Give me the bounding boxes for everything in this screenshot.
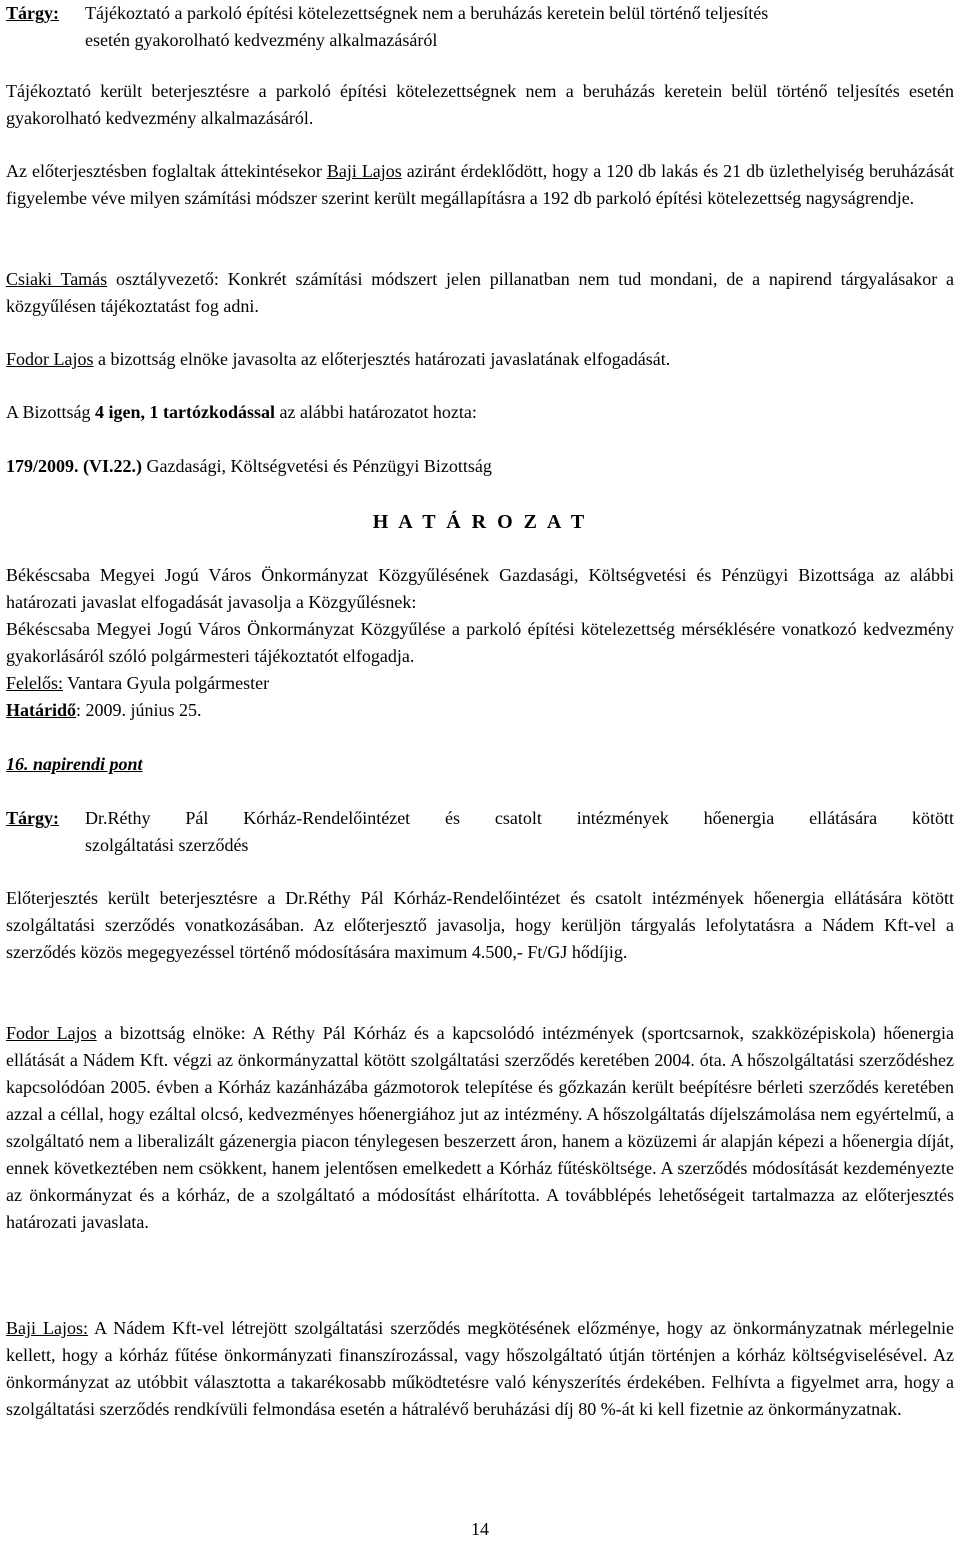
speaker-name: Baji Lajos	[326, 161, 402, 181]
subject-line-2: esetén gyakorolható kedvezmény alkalmazásáról	[85, 30, 438, 50]
text-run: a bizottság elnöke: A Réthy Pál Kórház és a kapcsolódó intézmények (sportcsarnok, szakközépiskola) hőenergia ellátását a Nádem Kft. végzi az önkormányzattal kötött szolgáltatási szerződés keretében 2004. óta. A hőszolgáltatási szerződéshez kapcsolódóan 2005. évben a Kórház kazánházába gázmotorok telepítése és gőzkazán került beépítésre bérleti szerződés keretében azzal a céllal, hogy ezáltal olcsó, kedvezményes hőenergiához jut az intézmény. A hőszolgáltatás díjelszámolása nem egyértelmű, a szolgáltató nem a liberalizált gázenergia piacon ténylegesen beszerzett áron, hanem a közüzemi ár alapján képezi a hőenergia díját, ennek következtében nem csökkent, hanem jelentősen emelkedett a Kórház fűtésköltsége. A szerződés módosítását kezdeményezte az önkormányzat és a kórház, de a szolgáltató a módosítást elhárította. A továbblépés lehetőségeit tartalmazza az előterjesztés határozati javaslata.	[6, 1023, 954, 1232]
paragraph-fodor-explanation	[6, 1020, 954, 1236]
text-run: a bizottság elnöke javasolta az előterjesztés határozati javaslatának elfogadását.	[93, 349, 671, 369]
subject-label: Tárgy:	[6, 3, 59, 23]
resolution-paragraph-1: Békéscsaba Megyei Jogú Város Önkormányzat Közgyűlésének Gazdasági, Költségvetési és Pénzügyi Bizottsága az alábbi határozati javaslat elfogadását javasolja a Közgyűlésnek:	[6, 565, 954, 612]
speaker-name: Csiaki Tamás	[6, 269, 108, 289]
text-run: : 2009. június 25.	[76, 700, 202, 720]
text-run: Vantara Gyula polgármester	[63, 673, 270, 693]
vote-count: 4 igen, 1 tartózkodással	[95, 402, 275, 422]
intro-paragraph-1: Tájékoztató került beterjesztésre a parkoló építési kötelezettségnek nem a beruházás keretein belül történő teljesítés esetén gyakorolható kedvezmény alkalmazásáról.	[6, 81, 954, 128]
subject-block-1	[6, 0, 954, 54]
paragraph-baji-explanation	[6, 1315, 954, 1423]
intro-paragraph-2: Előterjesztés került beterjesztésre a Dr.Réthy Pál Kórház-Rendelőintézet és csatolt intézmények hőenergia ellátására kötött szolgáltatási szerződés vonatkozásában. Az előterjesztő javasolja, hogy kerüljön tárgyalás lefolytatásra a Nádem Kft-vel a szerződés közös megegyezéssel történő módosítására maximum 4.500,- Ft/GJ hődíjig.	[6, 888, 954, 962]
deadline-line	[6, 697, 954, 724]
subject-text	[85, 0, 954, 54]
resolution-number: 179/2009. (VI.22.)	[6, 456, 142, 476]
vote-line	[6, 399, 954, 426]
resolution-number-line	[6, 453, 954, 480]
text-run: Gazdasági, Költségvetési és Pénzügyi Bizottság	[142, 456, 492, 476]
subject-block-2	[6, 805, 954, 859]
responsible-line	[6, 670, 954, 697]
paragraph-baji-question	[6, 158, 954, 212]
agenda-item-heading	[6, 751, 954, 778]
speaker-name: Fodor Lajos	[6, 1023, 97, 1043]
text-run: A Nádem Kft-vel létrejött szolgáltatási szerződés megkötésének előzménye, hogy az önkormányzatnak mérlegelnie kellett, hogy a kórház fűtése önkormányzati finanszírozással, vagy hőszolgáltató útján történjen a kórház költségviselésével. Az önkormányzat az utóbbit választotta a takarékosabb működtetésre való kényszerítés érdekében. Felhívta a figyelmet arra, hogy a szolgáltatási szerződés rendkívüli felmondása esetén a hátralévő beruházási díj 80 %-át ki kell fizetnie az önkormányzatnak.	[6, 1318, 954, 1419]
subject-line-2: szolgáltatási szerződés	[85, 835, 249, 855]
subject-line-1: Dr.Réthy Pál Kórház-Rendelőintézet és csatolt intézmények hőenergia ellátására kötött	[85, 808, 954, 828]
paragraph-csiaki	[6, 266, 954, 320]
text-run: az alábbi határozatot hozta:	[275, 402, 477, 422]
responsible-label: Felelős:	[6, 673, 63, 693]
resolution-paragraph-2: Békéscsaba Megyei Jogú Város Önkormányzat Közgyűlése a parkoló építési kötelezettség mérséklésére vonatkozó kedvezmény gyakorlásáról szóló polgármesteri tájékoztatót elfogadja.	[6, 619, 954, 666]
paragraph-fodor-proposal	[6, 346, 954, 373]
speaker-name: Fodor Lajos	[6, 349, 94, 369]
subject-text	[85, 805, 954, 859]
text-run: A Bizottság	[6, 402, 95, 422]
text-run: osztályvezető: Konkrét számítási módszert jelen pillanatban nem tud mondani, de a napirend tárgyalásakor a közgyűlésen tájékoztatást fog adni.	[6, 269, 954, 316]
text-run: aziránt érdeklődött, hogy a 120 db lakás és 21 db üzlethelyiség beruházását figyelembe véve milyen számítási módszer szerint került megállapításra a 192 db parkoló építési kötelezettség nagyságrendje.	[6, 161, 954, 208]
subject-label: Tárgy:	[6, 808, 59, 828]
speaker-name: Baji Lajos:	[6, 1318, 89, 1338]
agenda-title: 16. napirendi pont	[6, 754, 143, 774]
deadline-label: Határidő	[6, 700, 76, 720]
page-number: 14	[471, 1519, 489, 1539]
resolution-heading: H A T Á R O Z A T	[372, 511, 588, 533]
subject-line-1: Tájékoztató a parkoló építési kötelezettségnek nem a beruházás keretein belül történő teljesítés	[85, 3, 769, 23]
text-run: Az előterjesztésben foglaltak áttekintésekor	[6, 161, 327, 181]
